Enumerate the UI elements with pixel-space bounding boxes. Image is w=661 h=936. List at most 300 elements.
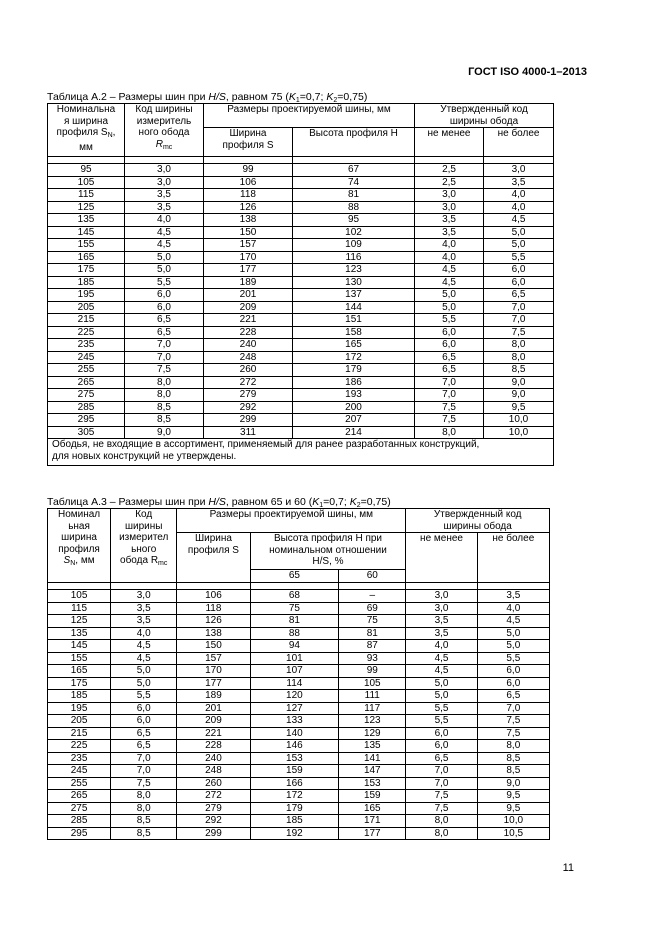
header-text: Номинальна [56, 104, 116, 115]
table-cell: 8,0 [477, 740, 549, 753]
header-text: Утвержденный код [440, 104, 528, 115]
table-row [48, 239, 554, 252]
table-cell: 81 [250, 615, 339, 628]
table-cell: 74 [293, 176, 415, 189]
table-cell: 4,0 [484, 189, 554, 202]
table-cell: 4,0 [415, 239, 484, 252]
caption-k1-sub: 1 [295, 97, 300, 104]
table-cell: 8,0 [484, 339, 554, 352]
spacer-cell [484, 157, 554, 164]
table-row [48, 765, 550, 778]
table-cell: 4,0 [477, 602, 549, 615]
table-a2-body [48, 164, 554, 439]
table-cell: 8,5 [477, 765, 549, 778]
table-cell: 5,0 [111, 665, 177, 678]
table-cell: 99 [339, 665, 406, 678]
table-cell: 157 [177, 652, 250, 665]
table-cell: 4,5 [477, 615, 549, 628]
table-row [48, 426, 554, 439]
header-text: ьного [131, 543, 157, 555]
table-row [48, 351, 554, 364]
table-row [48, 590, 550, 603]
table-cell: 245 [48, 765, 111, 778]
table-cell: 88 [250, 627, 339, 640]
header-sub: mc [158, 560, 168, 567]
table-cell: 8,5 [484, 364, 554, 377]
table-cell: 255 [48, 777, 111, 790]
table-cell: 5,5 [477, 652, 549, 665]
table-cell: 2,5 [415, 164, 484, 177]
table-cell: 225 [48, 740, 111, 753]
table-cell: 8,0 [406, 827, 477, 840]
table-cell: 200 [293, 401, 415, 414]
table-cell: 135 [48, 214, 125, 227]
table-cell: 106 [177, 590, 250, 603]
table-cell: 105 [48, 590, 111, 603]
caption-k2-value: =0,75) [360, 496, 391, 508]
table-cell: 3,5 [125, 201, 204, 214]
table-cell: 275 [48, 802, 111, 815]
caption-text: Таблица А.3 – Размеры шин при [47, 496, 209, 508]
table-cell: 6,5 [125, 326, 204, 339]
caption-k1-sub: 1 [319, 502, 324, 509]
table-cell: 153 [339, 777, 406, 790]
spacer-cell [48, 157, 125, 164]
table-cell: 3,5 [111, 602, 177, 615]
table-cell: 5,0 [406, 690, 477, 703]
table-cell: 95 [293, 214, 415, 227]
table-cell: 5,0 [484, 226, 554, 239]
table-cell: 88 [293, 201, 415, 214]
header-tire-dimensions: Размеры проектируемой шины, мм [177, 509, 406, 533]
table-row [48, 339, 554, 352]
header-approved-rim-code [415, 104, 554, 128]
header-text: , [112, 127, 116, 138]
table-row [48, 389, 554, 402]
table-cell: 9,0 [477, 777, 549, 790]
table-a3 [47, 508, 550, 840]
table-cell: 6,5 [477, 690, 549, 703]
table-cell: 165 [48, 251, 125, 264]
header-rim-code [111, 509, 177, 583]
table-cell: 3,0 [125, 176, 204, 189]
table-cell: 118 [204, 189, 293, 202]
header-text: Код ширины [135, 104, 193, 115]
table-cell: 245 [48, 351, 125, 364]
table-cell: 215 [48, 314, 125, 327]
table-cell: 3,5 [415, 226, 484, 239]
table-cell: 248 [177, 765, 250, 778]
header-sub: mc [162, 143, 173, 151]
table-cell: 6,0 [111, 702, 177, 715]
table-cell: 201 [204, 289, 293, 302]
table-cell: 292 [177, 815, 250, 828]
table-a2 [47, 103, 554, 466]
table-cell: 99 [204, 164, 293, 177]
header-text: Код [135, 509, 153, 520]
header-max: не более [477, 533, 549, 583]
table-cell: 6,0 [406, 727, 477, 740]
table-cell: 9,5 [477, 802, 549, 815]
table-row [48, 276, 554, 289]
table-cell: 9,0 [484, 376, 554, 389]
table-cell: 120 [250, 690, 339, 703]
header-min: не менее [406, 533, 477, 583]
table-cell: 240 [177, 752, 250, 765]
table-cell: 209 [204, 301, 293, 314]
table-cell: 7,0 [406, 777, 477, 790]
header-rim-code [125, 104, 204, 157]
header-text: ширины обода [443, 520, 512, 532]
table-cell: 159 [339, 790, 406, 803]
table-cell: 138 [204, 214, 293, 227]
table-cell: 3,5 [477, 590, 549, 603]
table-cell: 177 [177, 677, 250, 690]
table-cell: 7,0 [484, 314, 554, 327]
table-cell: 209 [177, 715, 250, 728]
table-cell: 5,0 [484, 239, 554, 252]
table-cell: 151 [293, 314, 415, 327]
table-cell: 295 [48, 414, 125, 427]
table-cell: 265 [48, 376, 125, 389]
table-row [48, 640, 550, 653]
table-cell: 140 [250, 727, 339, 740]
table-cell: 6,5 [406, 752, 477, 765]
caption-k1: K [312, 496, 320, 508]
header-text: R [155, 138, 163, 150]
table-cell: 311 [204, 426, 293, 439]
table-cell: 192 [250, 827, 339, 840]
table-cell: 201 [177, 702, 250, 715]
caption-k2-value: =0,75) [337, 91, 368, 103]
table-cell: 3,5 [415, 214, 484, 227]
header-text: профиля [58, 543, 100, 555]
table-cell: 214 [293, 426, 415, 439]
table-row [48, 815, 550, 828]
header-nominal-width [48, 509, 111, 583]
caption-k1: K [288, 91, 296, 103]
header-text: Номинал [57, 509, 101, 520]
header-text: ного обода [138, 127, 190, 138]
table-cell: 6,0 [125, 301, 204, 314]
table-cell: 2,5 [415, 176, 484, 189]
table-cell: 127 [250, 702, 339, 715]
table-cell: 215 [48, 727, 111, 740]
header-min: не менее [415, 128, 484, 157]
table-cell: 10,0 [477, 815, 549, 828]
table-row [48, 326, 554, 339]
caption-k2: K [326, 91, 334, 103]
table-cell: 179 [250, 802, 339, 815]
table-cell: 179 [293, 364, 415, 377]
header-text: Ширина [229, 128, 267, 139]
table-row [48, 189, 554, 202]
table-row [48, 790, 550, 803]
table-cell: 8,0 [415, 426, 484, 439]
table-cell: 172 [293, 351, 415, 364]
table-cell: 189 [204, 276, 293, 289]
table-cell: 5,0 [477, 627, 549, 640]
table-cell: 228 [204, 326, 293, 339]
table-cell: 10,0 [484, 426, 554, 439]
table-cell: 75 [250, 602, 339, 615]
table-cell: 7,5 [406, 790, 477, 803]
table-cell: 159 [250, 765, 339, 778]
table-cell: 95 [48, 164, 125, 177]
table-row [48, 702, 550, 715]
note-text: Ободья, не входящие в ассортимент, применяемый для ранее разработанных конструкций, [52, 439, 480, 450]
table-cell: 9,0 [125, 426, 204, 439]
table-cell: 5,0 [415, 301, 484, 314]
table-cell: 3,0 [111, 590, 177, 603]
table-cell: 225 [48, 326, 125, 339]
table-cell: 205 [48, 301, 125, 314]
table-cell: 295 [48, 827, 111, 840]
table-cell: 235 [48, 752, 111, 765]
header-ratio-65: 65 [250, 570, 339, 583]
header-nominal-width [48, 104, 125, 157]
table-cell: 146 [250, 740, 339, 753]
caption-hs: H/S [208, 496, 226, 508]
table-cell: 5,0 [415, 289, 484, 302]
table-row [48, 665, 550, 678]
table-cell: 8,5 [111, 827, 177, 840]
table-cell: 8,0 [484, 351, 554, 364]
table-cell: 4,5 [406, 652, 477, 665]
table-cell: 4,5 [415, 264, 484, 277]
table-cell: 6,5 [125, 314, 204, 327]
spacer-cell [177, 583, 250, 590]
table-cell: 6,0 [125, 289, 204, 302]
table-cell: 150 [204, 226, 293, 239]
table-cell: 265 [48, 790, 111, 803]
table-cell: 3,5 [406, 615, 477, 628]
spacer-cell [406, 583, 477, 590]
table-cell: 279 [204, 389, 293, 402]
table-cell: 228 [177, 740, 250, 753]
table-cell: 7,5 [477, 715, 549, 728]
table-cell: 240 [204, 339, 293, 352]
table-row [48, 376, 554, 389]
table-cell: 8,5 [477, 752, 549, 765]
table-cell: 8,0 [125, 376, 204, 389]
table-cell: 4,0 [406, 640, 477, 653]
table-cell: 93 [339, 652, 406, 665]
table-row [48, 414, 554, 427]
table-cell: 135 [339, 740, 406, 753]
table-cell: 5,0 [111, 677, 177, 690]
table-cell: 8,0 [406, 815, 477, 828]
spacer-cell [204, 157, 293, 164]
table-cell: 126 [204, 201, 293, 214]
table-cell: 135 [48, 627, 111, 640]
header-text: профиля S [222, 139, 274, 151]
header-approved-rim-code [406, 509, 550, 533]
caption-k2-sub: 2 [333, 97, 338, 104]
table-cell: 3,0 [406, 590, 477, 603]
table-cell: 109 [293, 239, 415, 252]
caption-text: Таблица А.2 – Размеры шин при [47, 91, 209, 103]
header-text: я ширина [63, 115, 109, 127]
table-row [48, 677, 550, 690]
table-row [48, 752, 550, 765]
table-cell: 221 [177, 727, 250, 740]
table-cell: 67 [293, 164, 415, 177]
table-cell: 221 [204, 314, 293, 327]
table-row [48, 690, 550, 703]
table-cell: 6,5 [111, 740, 177, 753]
table-cell: 205 [48, 715, 111, 728]
table-cell: 144 [293, 301, 415, 314]
caption-text: , равном 75 ( [225, 91, 289, 103]
table-cell: 115 [48, 602, 111, 615]
table-cell: 7,0 [415, 389, 484, 402]
table-cell: 114 [250, 677, 339, 690]
table-cell: 185 [250, 815, 339, 828]
caption-text: , равном 65 и 60 ( [225, 496, 313, 508]
table-cell: 185 [48, 690, 111, 703]
table-cell: 7,5 [125, 364, 204, 377]
table-cell: 118 [177, 602, 250, 615]
table-cell: 299 [204, 414, 293, 427]
table-row [48, 627, 550, 640]
table-cell: 5,5 [415, 314, 484, 327]
caption-k2-sub: 2 [356, 502, 361, 509]
spacer-cell [111, 583, 177, 590]
table-cell: 6,0 [484, 264, 554, 277]
table-cell: 8,5 [125, 401, 204, 414]
table-cell: 207 [293, 414, 415, 427]
table-cell: 6,0 [111, 715, 177, 728]
caption-k2: K [349, 496, 357, 508]
table-cell: 138 [177, 627, 250, 640]
table-cell: 7,5 [484, 326, 554, 339]
table-cell: 165 [293, 339, 415, 352]
table-row [48, 226, 554, 239]
table-cell: 105 [48, 176, 125, 189]
table-cell: 7,0 [111, 752, 177, 765]
table-row [48, 727, 550, 740]
spacer-cell [293, 157, 415, 164]
table-cell: 81 [339, 627, 406, 640]
table-cell: 285 [48, 401, 125, 414]
table-cell: 175 [48, 264, 125, 277]
header-text: S [63, 555, 71, 566]
table-cell: 75 [339, 615, 406, 628]
table-row [48, 740, 550, 753]
table-row [48, 715, 550, 728]
table-cell: 8,5 [111, 815, 177, 828]
table-cell: 123 [293, 264, 415, 277]
table-row [48, 401, 554, 414]
header-text: номинальном отношении [269, 544, 387, 556]
table-cell: 117 [339, 702, 406, 715]
header-text: ширины [124, 520, 163, 532]
table-cell: 129 [339, 727, 406, 740]
table-cell: 189 [177, 690, 250, 703]
header-text: , мм [75, 555, 95, 566]
table-cell: 166 [250, 777, 339, 790]
table-cell: 171 [339, 815, 406, 828]
table-cell: 272 [177, 790, 250, 803]
table-cell: 6,0 [477, 665, 549, 678]
table-cell: 137 [293, 289, 415, 302]
table-cell: 4,5 [111, 640, 177, 653]
table-row [48, 264, 554, 277]
spacer-cell [125, 157, 204, 164]
header-text: ширина [61, 532, 97, 543]
table-cell: 4,0 [111, 627, 177, 640]
header-text: мм [79, 141, 93, 153]
table-row [48, 777, 550, 790]
table-row [48, 615, 550, 628]
table-cell: 7,5 [111, 777, 177, 790]
table-cell: 69 [339, 602, 406, 615]
table-cell: 305 [48, 426, 125, 439]
table-cell: 7,5 [477, 727, 549, 740]
table-cell: 3,0 [415, 189, 484, 202]
table-cell: 170 [177, 665, 250, 678]
table-cell: 147 [339, 765, 406, 778]
spacer-cell [339, 583, 406, 590]
table-cell: 4,5 [125, 239, 204, 252]
table-cell: 5,5 [111, 690, 177, 703]
table-row [48, 364, 554, 377]
table-row [48, 201, 554, 214]
table-row [48, 214, 554, 227]
table-cell: 195 [48, 289, 125, 302]
table-cell: 193 [293, 389, 415, 402]
table-cell: 125 [48, 615, 111, 628]
table-row [48, 802, 550, 815]
table-cell: 4,5 [484, 214, 554, 227]
header-section-width [204, 128, 293, 157]
table-cell: 7,0 [484, 301, 554, 314]
table-cell: 5,5 [125, 276, 204, 289]
table-cell: 157 [204, 239, 293, 252]
document-standard-header: ГОСТ ISO 4000-1–2013 [468, 66, 587, 78]
table-cell: 126 [177, 615, 250, 628]
header-sub: N [70, 560, 76, 567]
table-cell: 105 [339, 677, 406, 690]
table-cell: 6,5 [484, 289, 554, 302]
table-cell: 7,0 [125, 339, 204, 352]
table-cell: 125 [48, 201, 125, 214]
table-cell: 87 [339, 640, 406, 653]
table-cell: 9,5 [477, 790, 549, 803]
header-sub: N [107, 132, 113, 139]
table-cell: 186 [293, 376, 415, 389]
table-cell: 6,0 [415, 339, 484, 352]
header-tire-dimensions: Размеры проектируемой шины, мм [204, 104, 415, 128]
table-cell: 5,0 [406, 677, 477, 690]
table-row [48, 176, 554, 189]
table-cell: 6,0 [484, 276, 554, 289]
caption-hs: H/S [208, 91, 226, 103]
table-cell: 7,0 [477, 702, 549, 715]
header-ratio-60: 60 [339, 570, 406, 583]
header-text: профиля S [56, 127, 108, 138]
table-cell: 6,5 [111, 727, 177, 740]
table-cell: 6,0 [477, 677, 549, 690]
header-text: Утвержденный код [433, 509, 522, 520]
spacer-cell [415, 157, 484, 164]
table-cell: 175 [48, 677, 111, 690]
table-row [48, 602, 550, 615]
table-cell: 8,0 [111, 802, 177, 815]
table-cell: 248 [204, 351, 293, 364]
header-text: измеритель [136, 115, 192, 127]
